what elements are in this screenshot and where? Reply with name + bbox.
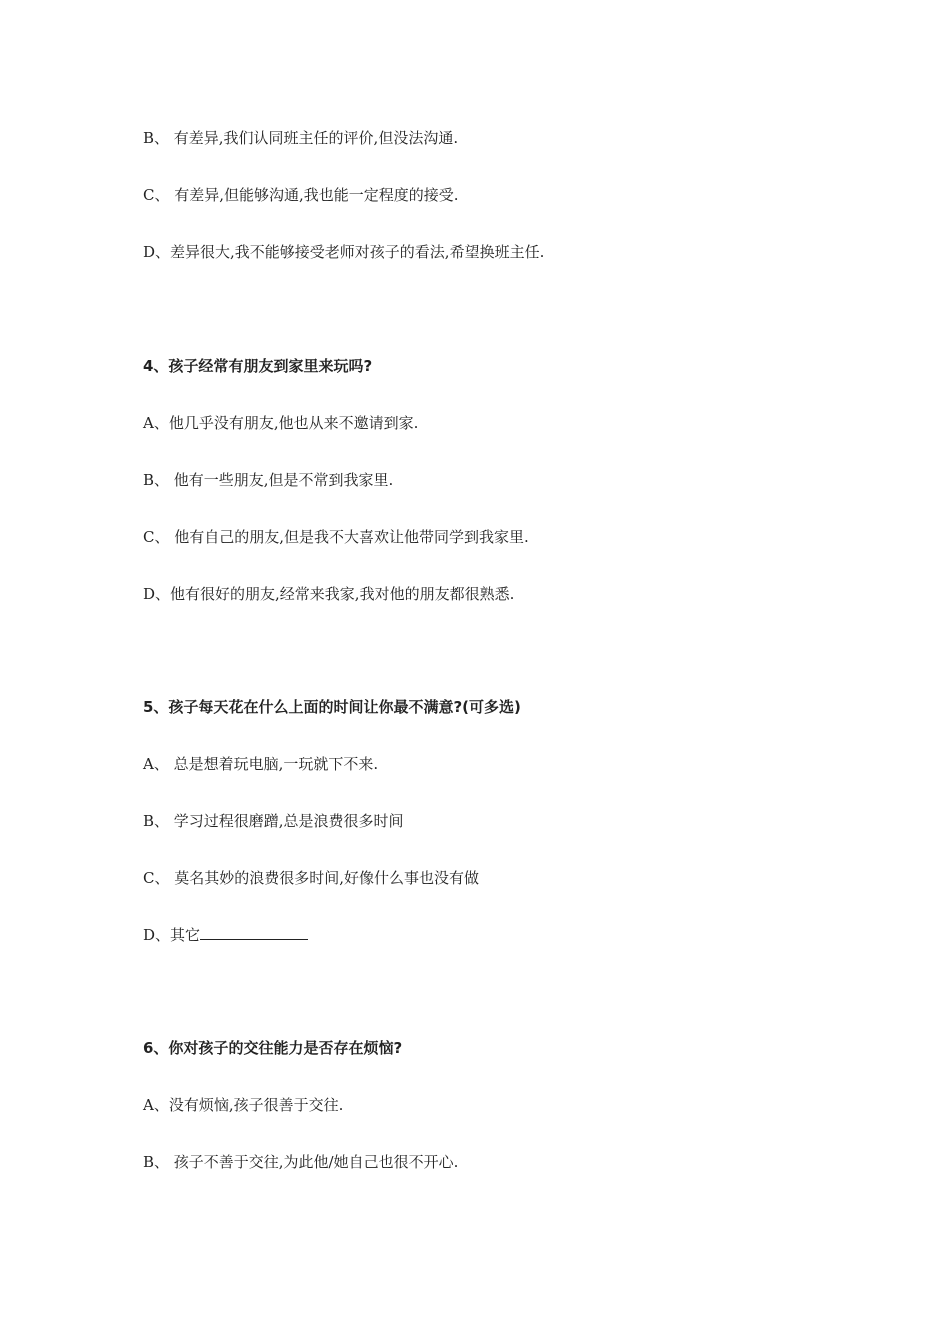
q5-other-blank[interactable]	[200, 925, 308, 940]
q5-question: 5、孩子每天花在什么上面的时间让你最不满意?(可多选)	[143, 698, 521, 716]
q4-question: 4、孩子经常有朋友到家里来玩吗?	[143, 357, 373, 375]
q5-option-d-label: D、其它	[143, 926, 201, 944]
q5-option-a: A、 总是想着玩电脑,一玩就下不来.	[143, 755, 379, 773]
q3-option-d: D、差异很大,我不能够接受老师对孩子的看法,希望换班主任.	[143, 243, 545, 261]
q5-option-c: C、 莫名其妙的浪费很多时间,好像什么事也没有做	[143, 869, 480, 887]
q6-option-a: A、没有烦恼,孩子很善于交往.	[143, 1096, 344, 1114]
q6-question: 6、你对孩子的交往能力是否存在烦恼?	[143, 1039, 403, 1057]
q4-option-c: C、 他有自己的朋友,但是我不大喜欢让他带同学到我家里.	[143, 528, 529, 546]
q4-option-a: A、他几乎没有朋友,他也从来不邀请到家.	[143, 414, 419, 432]
q4-option-d: D、他有很好的朋友,经常来我家,我对他的朋友都很熟悉.	[143, 585, 515, 603]
q5-option-d	[143, 925, 308, 945]
q3-option-c: C、 有差异,但能够沟通,我也能一定程度的接受.	[143, 186, 459, 204]
q6-option-b: B、 孩子不善于交往,为此他/她自己也很不开心.	[143, 1153, 459, 1171]
q3-option-b: B、 有差异,我们认同班主任的评价,但没法沟通.	[143, 129, 459, 147]
q4-option-b: B、 他有一些朋友,但是不常到我家里.	[143, 471, 394, 489]
q5-option-b: B、 学习过程很磨蹭,总是浪费很多时间	[143, 812, 404, 830]
